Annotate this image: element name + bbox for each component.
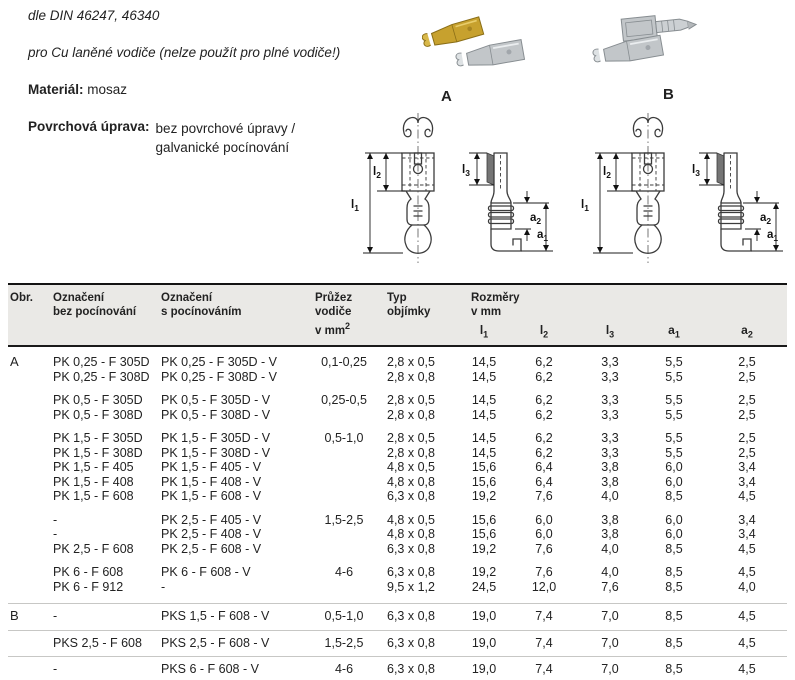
- table-row: [8, 636, 787, 651]
- cell-oznaceni-bez: PK 0,25 - F 305D: [53, 355, 150, 370]
- cell-prurez: 0,25-0,5: [321, 393, 367, 408]
- cell-a2: 2,5: [738, 355, 756, 370]
- dim-label-l1: $l_1$: [351, 199, 359, 213]
- cell-oznaceni-bez: PK 0,5 - F 308D: [53, 407, 143, 422]
- cell-typ: 2,8 x 0,8: [387, 445, 435, 460]
- dim-label-a1: $a_1$: [537, 229, 549, 243]
- cell-a1: 8,5: [665, 662, 683, 677]
- cell-l3: 3,3: [601, 407, 619, 422]
- surface-value-line2: galvanické pocínování: [155, 140, 290, 155]
- surface-label: Povrchová úprava:: [28, 119, 150, 134]
- cell-l1: 15,6: [471, 512, 497, 527]
- header-dim-l1: $l_1$: [479, 323, 489, 340]
- cell-typ: 6,3 x 0,8: [387, 541, 435, 556]
- cell-prurez: 0,5-1,0: [324, 431, 364, 446]
- cell-oznaceni-s: -: [161, 579, 166, 594]
- spec-table: [8, 283, 787, 680]
- table-group: [8, 431, 787, 504]
- cell-oznaceni-s: PK 1,5 - F 405 - V: [161, 460, 262, 475]
- cell-a2: 3,4: [738, 527, 756, 542]
- cell-oznaceni-s: PK 2,5 - F 408 - V: [161, 527, 262, 542]
- cell-a2: 4,5: [738, 635, 756, 650]
- cell-l3: 3,8: [601, 512, 619, 527]
- cell-l2: 12,0: [531, 579, 557, 594]
- cell-l1: 15,6: [471, 527, 497, 542]
- table-row: [8, 460, 787, 475]
- product-photo-a: [422, 5, 557, 90]
- material-value: mosaz: [87, 82, 128, 97]
- cell-prurez: [307, 446, 381, 461]
- photo-label-b: B: [663, 86, 674, 103]
- cell-l3: 7,0: [601, 662, 619, 677]
- cell-l2: 6,2: [535, 369, 553, 384]
- cell-l3: 3,3: [601, 431, 619, 446]
- header-oznaceni-bez: Označení bez pocínování: [53, 292, 137, 318]
- cell-prurez: [307, 580, 381, 595]
- cell-typ: 4,8 x 0,8: [387, 527, 435, 542]
- table-group: [8, 565, 787, 594]
- table-row: [8, 542, 787, 557]
- steel-terminal-image: [455, 40, 525, 71]
- cell-oznaceni-bez: PK 1,5 - F 408: [53, 474, 134, 489]
- cell-typ: 4,8 x 0,5: [387, 460, 435, 475]
- cell-a1: 8,5: [665, 635, 683, 650]
- cell-oznaceni-bez: PK 1,5 - F 308D: [53, 445, 143, 460]
- cell-oznaceni-s: PKS 6 - F 608 - V: [161, 662, 259, 677]
- cell-a2: 2,5: [738, 369, 756, 384]
- cell-oznaceni-bez: PK 0,5 - F 305D: [53, 393, 143, 408]
- cell-prurez: [307, 489, 381, 504]
- cell-l1: 14,5: [471, 355, 497, 370]
- cell-oznaceni-s: PK 0,5 - F 308D - V: [161, 407, 271, 422]
- material-label: Materiál:: [28, 82, 84, 97]
- cell-typ: 6,3 x 0,8: [387, 662, 435, 677]
- cell-l3: 3,8: [601, 460, 619, 475]
- cell-l2: 7,6: [535, 565, 553, 580]
- cell-typ: 2,8 x 0,8: [387, 369, 435, 384]
- cell-l3: 7,0: [601, 635, 619, 650]
- header-prurez: Průžez vodiče v $mm^2$: [315, 292, 353, 337]
- table-row: [8, 446, 787, 461]
- cell-oznaceni-bez: -: [53, 512, 58, 527]
- cell-typ: 4,8 x 0,5: [387, 512, 435, 527]
- cell-a2: 2,5: [738, 445, 756, 460]
- cell-l2: 6,2: [535, 445, 553, 460]
- cell-prurez: [307, 408, 381, 423]
- table-body: [8, 347, 787, 680]
- table-row: [8, 475, 787, 490]
- cell-a2: 4,5: [738, 489, 756, 504]
- header-dim-l2: $l_2$: [539, 323, 549, 340]
- cell-l3: 3,3: [601, 445, 619, 460]
- dim-label-a2: $a_2$: [760, 212, 772, 226]
- cell-oznaceni-bez: -: [53, 662, 58, 677]
- cell-prurez: 4-6: [334, 662, 354, 677]
- cell-l2: 6,0: [535, 527, 553, 542]
- cell-obr: B: [10, 608, 19, 624]
- table-group: [8, 656, 787, 680]
- cell-prurez: 0,5-1,0: [324, 609, 364, 624]
- cell-l1: 14,5: [471, 431, 497, 446]
- cell-oznaceni-bez: PK 1,5 - F 608: [53, 489, 134, 504]
- cell-oznaceni-bez: PK 0,25 - F 308D: [53, 369, 150, 384]
- cell-l3: 4,0: [601, 541, 619, 556]
- table-group: [8, 630, 787, 657]
- cell-a2: 4,0: [738, 579, 756, 594]
- dim-label-l2: $l_2$: [603, 166, 611, 180]
- cell-a1: 6,0: [665, 460, 683, 475]
- cell-l1: 19,2: [471, 489, 497, 504]
- cell-oznaceni-s: PK 2,5 - F 405 - V: [161, 512, 262, 527]
- cell-oznaceni-s: PKS 2,5 - F 608 - V: [161, 635, 270, 650]
- cell-l2: 7,6: [535, 489, 553, 504]
- table-group: [8, 603, 787, 630]
- cell-typ: 4,8 x 0,8: [387, 474, 435, 489]
- table-row: [8, 408, 787, 423]
- cell-l2: 6,2: [535, 355, 553, 370]
- table-group: [8, 355, 787, 384]
- cell-a2: 4,5: [738, 662, 756, 677]
- header-obr: Obr.: [10, 292, 34, 304]
- cell-a1: 5,5: [665, 407, 683, 422]
- surface-values: [156, 119, 296, 157]
- cell-l3: 4,0: [601, 565, 619, 580]
- table-row: [8, 370, 787, 385]
- cell-l1: 14,5: [471, 445, 497, 460]
- cell-prurez: [307, 370, 381, 385]
- cell-l2: 7,4: [535, 635, 553, 650]
- surface-value-line1: bez povrchové úpravy /: [155, 121, 296, 136]
- cell-l3: 4,0: [601, 489, 619, 504]
- cell-a2: 2,5: [738, 393, 756, 408]
- cell-a1: 5,5: [665, 355, 683, 370]
- cell-a2: 2,5: [738, 407, 756, 422]
- dim-label-l1: $l_1$: [581, 199, 589, 213]
- cell-oznaceni-s: PK 2,5 - F 608 - V: [161, 541, 262, 556]
- cell-l2: 6,2: [535, 393, 553, 408]
- cell-oznaceni-s: PK 0,25 - F 308D - V: [161, 369, 278, 384]
- cell-oznaceni-s: PK 1,5 - F 408 - V: [161, 474, 262, 489]
- table-row: [8, 393, 787, 408]
- dim-label-l3: $l_3$: [462, 164, 470, 178]
- cell-l2: 7,4: [535, 609, 553, 624]
- brass-terminal-image: [422, 17, 484, 51]
- cell-l2: 7,4: [535, 662, 553, 677]
- cell-a1: 8,5: [665, 579, 683, 594]
- table-row: [8, 527, 787, 542]
- cell-l1: 14,5: [471, 393, 497, 408]
- header-dim-a2: $a_2$: [741, 323, 753, 340]
- cell-a1: 6,0: [665, 527, 683, 542]
- dim-label-l2: $l_2$: [373, 166, 381, 180]
- cell-obr: [8, 580, 53, 595]
- cell-a2: 3,4: [738, 460, 756, 475]
- cell-typ: 6,3 x 0,8: [387, 609, 435, 624]
- cell-a1: 5,5: [665, 393, 683, 408]
- cell-a1: 5,5: [665, 445, 683, 460]
- header-oznaceni-s: Označení s pocínováním: [161, 292, 242, 318]
- table-row: [8, 580, 787, 595]
- dim-label-l3: $l_3$: [692, 164, 700, 178]
- cell-typ: 2,8 x 0,5: [387, 431, 435, 446]
- cell-a2: 2,5: [738, 431, 756, 446]
- cell-l1: 24,5: [471, 579, 497, 594]
- cell-l1: 19,0: [471, 635, 497, 650]
- cell-prurez: [307, 460, 381, 475]
- cell-prurez: [307, 527, 381, 542]
- surface-row: [28, 119, 295, 157]
- cell-l2: 6,2: [535, 407, 553, 422]
- cell-l1: 19,0: [471, 609, 497, 624]
- cell-l1: 14,5: [471, 369, 497, 384]
- photo-label-a: A: [441, 88, 452, 105]
- table-row: [8, 489, 787, 504]
- table-row: [8, 609, 787, 624]
- cell-obr: [8, 527, 53, 542]
- cell-obr: [8, 446, 53, 461]
- cell-l3: 3,8: [601, 474, 619, 489]
- cell-obr: [8, 489, 53, 504]
- cell-prurez: 1,5-2,5: [324, 635, 364, 650]
- cell-typ: 2,8 x 0,5: [387, 393, 435, 408]
- header-rozmery: Rozměry v mm $l_1$ $l_2$ $l_3$ $a_1$ $a_2$: [459, 291, 787, 341]
- material-row: [28, 82, 127, 97]
- cell-oznaceni-s: PK 1,5 - F 305D - V: [161, 431, 271, 446]
- cell-obr: [8, 662, 53, 677]
- cell-obr: [8, 542, 53, 557]
- cell-l1: 15,6: [471, 460, 497, 475]
- dim-label-a2: $a_2$: [530, 212, 542, 226]
- cell-a2: 4,5: [738, 609, 756, 624]
- cell-l3: 3,3: [601, 369, 619, 384]
- cell-prurez: 1,5-2,5: [324, 512, 364, 527]
- din-standard-note: dle DIN 46247, 46340: [28, 8, 160, 23]
- technical-drawing-a: [341, 111, 559, 269]
- cell-a1: 8,5: [665, 489, 683, 504]
- table-row: [8, 431, 787, 446]
- cell-l3: 3,3: [601, 355, 619, 370]
- table-group: [8, 513, 787, 557]
- product-photo-b: [592, 5, 722, 85]
- header-typ: Typ objímky: [387, 292, 431, 318]
- cell-typ: 6,3 x 0,8: [387, 635, 435, 650]
- cell-l2: 6,4: [535, 460, 553, 475]
- header-dim-a1: $a_1$: [668, 323, 680, 340]
- cell-oznaceni-s: PK 1,5 - F 308D - V: [161, 445, 271, 460]
- cell-a1: 6,0: [665, 474, 683, 489]
- cell-l1: 19,2: [471, 541, 497, 556]
- table-row: [8, 355, 787, 370]
- cell-l3: 3,3: [601, 393, 619, 408]
- cell-a1: 5,5: [665, 431, 683, 446]
- cell-prurez: [307, 475, 381, 490]
- table-row: [8, 565, 787, 580]
- cell-oznaceni-bez: PKS 2,5 - F 608: [53, 635, 142, 650]
- cell-obr: [8, 393, 53, 408]
- cell-typ: 2,8 x 0,5: [387, 355, 435, 370]
- table-row: [8, 662, 787, 677]
- technical-drawing-b: [571, 111, 789, 269]
- cell-obr: [8, 431, 53, 446]
- cell-typ: 2,8 x 0,8: [387, 407, 435, 422]
- cell-obr: [8, 460, 53, 475]
- cell-oznaceni-bez: PK 6 - F 912: [53, 579, 124, 594]
- header-dims-row: [459, 323, 787, 341]
- cell-oznaceni-s: PKS 1,5 - F 608 - V: [161, 609, 270, 624]
- cell-a1: 6,0: [665, 512, 683, 527]
- cell-a2: 3,4: [738, 474, 756, 489]
- cell-a2: 3,4: [738, 512, 756, 527]
- cell-prurez: 4-6: [334, 565, 354, 580]
- cell-oznaceni-bez: PK 1,5 - F 305D: [53, 431, 143, 446]
- cell-l2: 6,0: [535, 512, 553, 527]
- cell-oznaceni-bez: PK 1,5 - F 405: [53, 460, 134, 475]
- cell-typ: 9,5 x 1,2: [387, 579, 435, 594]
- cell-oznaceni-bez: -: [53, 609, 58, 624]
- cell-a1: 8,5: [665, 565, 683, 580]
- cell-l1: 14,5: [471, 407, 497, 422]
- cell-oznaceni-s: PK 6 - F 608 - V: [161, 565, 251, 580]
- cell-obr: [8, 565, 53, 580]
- cell-l2: 6,4: [535, 474, 553, 489]
- usage-note: pro Cu laněné vodiče (nelze použít pro plné vodiče!): [28, 45, 341, 60]
- cell-oznaceni-s: PK 0,5 - F 305D - V: [161, 393, 271, 408]
- cell-a2: 4,5: [738, 541, 756, 556]
- cell-a2: 4,5: [738, 565, 756, 580]
- cell-oznaceni-s: PK 1,5 - F 608 - V: [161, 489, 262, 504]
- cell-oznaceni-bez: -: [53, 527, 58, 542]
- cell-l1: 15,6: [471, 474, 497, 489]
- cell-obr: [8, 513, 53, 528]
- cell-prurez: [307, 542, 381, 557]
- cell-l2: 7,6: [535, 541, 553, 556]
- cell-obr: [8, 370, 53, 385]
- dim-label-a1: $a_1$: [767, 229, 779, 243]
- cell-a1: 8,5: [665, 541, 683, 556]
- cell-obr: [8, 408, 53, 423]
- cell-l3: 7,0: [601, 609, 619, 624]
- cell-l1: 19,2: [471, 565, 497, 580]
- cell-a1: 8,5: [665, 609, 683, 624]
- cell-l3: 7,6: [601, 579, 619, 594]
- cell-obr: [8, 636, 53, 651]
- cell-l1: 19,0: [471, 662, 497, 677]
- cell-oznaceni-bez: PK 6 - F 608: [53, 565, 124, 580]
- cell-oznaceni-s: PK 0,25 - F 305D - V: [161, 355, 278, 370]
- cell-typ: 6,3 x 0,8: [387, 489, 435, 504]
- cell-prurez: 0,1-0,25: [321, 355, 367, 370]
- table-group: [8, 393, 787, 422]
- table-row: [8, 513, 787, 528]
- header-dim-l3: $l_3$: [605, 323, 615, 340]
- cell-a1: 5,5: [665, 369, 683, 384]
- cell-obr: [8, 475, 53, 490]
- cell-oznaceni-bez: PK 2,5 - F 608: [53, 541, 134, 556]
- cell-obr: A: [10, 354, 19, 370]
- table-header: [8, 283, 787, 347]
- cell-l3: 3,8: [601, 527, 619, 542]
- cell-l2: 6,2: [535, 431, 553, 446]
- cell-typ: 6,3 x 0,8: [387, 565, 435, 580]
